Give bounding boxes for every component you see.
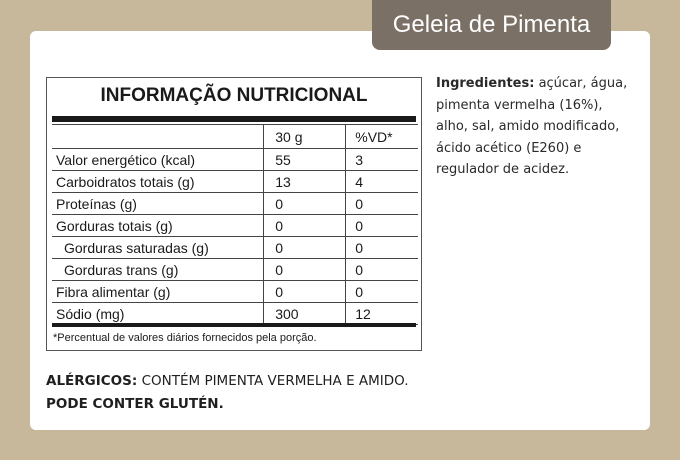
row-amount: 0 bbox=[264, 237, 346, 259]
table-header-row bbox=[52, 125, 418, 149]
nutrition-title: INFORMAÇÃO NUTRICIONAL bbox=[100, 85, 368, 106]
table-row bbox=[52, 303, 418, 325]
nutrition-facts-table bbox=[46, 77, 422, 351]
table-row bbox=[52, 237, 418, 259]
allergens-block bbox=[46, 370, 409, 416]
table-row bbox=[52, 193, 418, 215]
product-title: Geleia de Pimenta bbox=[372, 0, 611, 50]
table-row bbox=[52, 149, 418, 171]
ingredients-label: Ingredientes: bbox=[436, 76, 535, 91]
row-label: Carboidratos totais (g) bbox=[52, 171, 264, 193]
row-label: Gorduras saturadas (g) bbox=[52, 237, 264, 259]
row-amount: 13 bbox=[264, 171, 346, 193]
row-label: Fibra alimentar (g) bbox=[52, 281, 264, 303]
header-portion-cell: 30 g bbox=[264, 125, 346, 149]
table-row bbox=[52, 259, 418, 281]
table-row bbox=[52, 281, 418, 303]
allergens-text: CONTÉM PIMENTA VERMELHA E AMIDO. bbox=[137, 373, 409, 389]
row-amount: 0 bbox=[264, 215, 346, 237]
row-label: Valor energético (kcal) bbox=[52, 149, 264, 171]
table-row bbox=[52, 171, 418, 193]
footnote: *Percentual de valores diários fornecidos pela porção. bbox=[53, 332, 317, 344]
row-label: Gorduras totais (g) bbox=[52, 215, 264, 237]
row-vd: 4 bbox=[346, 171, 418, 193]
row-vd: 3 bbox=[346, 149, 418, 171]
divider-bottom bbox=[52, 323, 416, 327]
table-row bbox=[52, 215, 418, 237]
allergens-line bbox=[46, 370, 409, 393]
header-vd-cell: %VD* bbox=[346, 125, 418, 149]
row-amount: 0 bbox=[264, 259, 346, 281]
divider-thick bbox=[52, 116, 416, 122]
row-vd: 0 bbox=[346, 215, 418, 237]
nutrition-grid bbox=[52, 124, 418, 325]
row-amount: 0 bbox=[264, 193, 346, 215]
row-label: Sódio (mg) bbox=[52, 303, 264, 325]
ingredients-text: açúcar, água, pimenta vermelha (16%), alho, sal, amido modificado, ácido acético (E260) e regulador de acidez. bbox=[436, 76, 628, 177]
row-vd: 0 bbox=[346, 193, 418, 215]
row-vd: 12 bbox=[346, 303, 418, 325]
row-label: Gorduras trans (g) bbox=[52, 259, 264, 281]
row-label: Proteínas (g) bbox=[52, 193, 264, 215]
ingredients-block bbox=[436, 73, 636, 181]
allergens-label: ALÉRGICOS: bbox=[46, 373, 138, 389]
gluten-warning: PODE CONTER GLUTÉN. bbox=[46, 396, 224, 412]
header-label-cell bbox=[52, 125, 264, 149]
row-vd: 0 bbox=[346, 281, 418, 303]
row-vd: 0 bbox=[346, 259, 418, 281]
row-amount: 55 bbox=[264, 149, 346, 171]
label-card bbox=[30, 31, 650, 430]
row-vd: 0 bbox=[346, 237, 418, 259]
row-amount: 300 bbox=[264, 303, 346, 325]
row-amount: 0 bbox=[264, 281, 346, 303]
